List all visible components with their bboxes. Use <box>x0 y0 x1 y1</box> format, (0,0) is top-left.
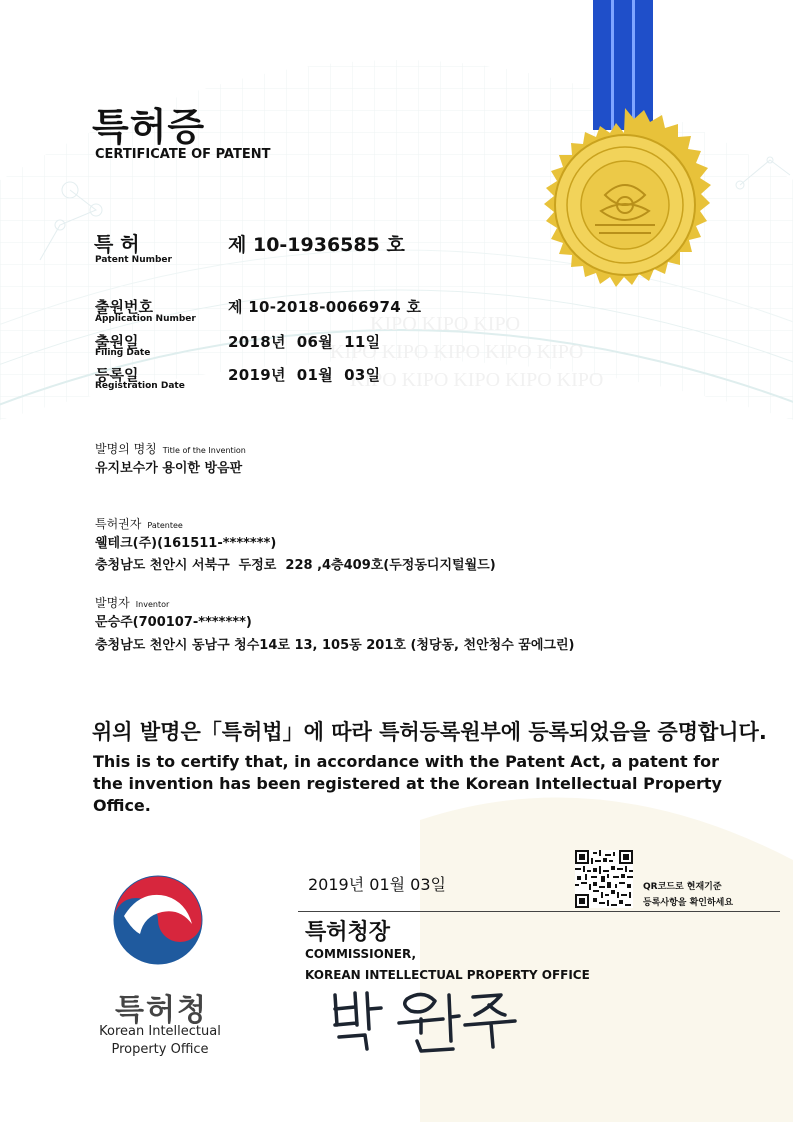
patentee-name: 웰테크(주)(161511-*******) <box>95 536 277 551</box>
patentee-label-en: Patentee <box>147 521 183 530</box>
invention-label-ko: 발명의 명칭 <box>95 442 157 456</box>
inventor-address: 충청남도 천안시 동남구 청수14로 13, 105동 201호 (청당동, 천안청수 꿈에그린) <box>95 638 575 653</box>
certificate-title-ko: 특허증 <box>92 105 206 149</box>
qr-note-line1: QR코드로 현재기준 <box>643 882 722 892</box>
signature-divider <box>298 911 780 912</box>
svg-text:KIPO KIPO KIPO: KIPO KIPO KIPO <box>370 313 521 335</box>
invention-section-label <box>95 438 246 457</box>
kipo-logo-icon <box>110 872 206 968</box>
patentee-address: 충청남도 천안시 서북구 두정로 228 ,4층409호(두정동디지털월드) <box>95 558 496 573</box>
commissioner-signature <box>325 985 525 1055</box>
registration-date-label-en: Registration Date <box>95 381 185 391</box>
inventor-label-ko: 발명자 <box>95 596 130 610</box>
kipo-name-en <box>80 1023 240 1059</box>
registration-date-label-ko: 등록일 <box>95 366 139 384</box>
commissioner-title-en <box>305 944 590 986</box>
inventor-name: 문승주(700107-*******) <box>95 615 252 630</box>
kipo-name-ko: 특허청 <box>115 993 208 1028</box>
issue-date: 2019년 01월 03일 <box>308 875 446 894</box>
commissioner-title-en-line1: COMMISSIONER, <box>305 947 417 961</box>
certification-statement-ko: 위의 발명은「특허법」에 따라 특허등록원부에 등록되었음을 증명합니다. <box>92 720 767 744</box>
inventor-section-label <box>95 592 169 611</box>
kipo-name-en-line2: Property Office <box>111 1042 209 1057</box>
patent-number-value: 제 10-1936585 호 <box>228 234 405 256</box>
registration-date-value: 2019년 01월 03일 <box>228 366 381 384</box>
patentee-section-label <box>95 513 183 532</box>
certificate-title-en: CERTIFICATE OF PATENT <box>95 147 271 162</box>
patentee-label-ko: 특허권자 <box>95 517 142 531</box>
invention-title-value: 유지보수가 용이한 방음판 <box>95 461 243 476</box>
qr-note <box>643 879 733 911</box>
filing-date-label-ko: 출원일 <box>95 333 139 351</box>
qr-note-line2: 등록사항을 확인하세요 <box>643 898 734 908</box>
qr-code-icon[interactable] <box>575 850 633 908</box>
invention-label-en: Title of the Invention <box>162 446 246 455</box>
filing-date-label-en: Filing Date <box>95 348 151 358</box>
patent-number-label-en: Patent Number <box>95 255 172 265</box>
inventor-label-en: Inventor <box>135 600 170 609</box>
commissioner-title-en-line2: KOREAN INTELLECTUAL PROPERTY OFFICE <box>305 968 590 982</box>
commissioner-title-ko: 특허청장 <box>305 920 391 945</box>
svg-text:KIPO KIPO KIPO KIPO KIPO: KIPO KIPO KIPO KIPO KIPO <box>350 369 604 391</box>
patent-number-label-ko: 특 허 <box>94 232 140 256</box>
certification-statement-en: This is to certify that, in accordance with the Patent Act, a patent for the invention has been registered at the Korean Intellectual Property Office. <box>93 752 722 815</box>
application-number-label-en: Application Number <box>95 314 196 324</box>
svg-text:KIPO KIPO KIPO KIPO KIPO: KIPO KIPO KIPO KIPO KIPO <box>330 341 584 363</box>
application-number-label-ko: 출원번호 <box>95 298 153 316</box>
gold-seal-icon <box>527 107 723 303</box>
kipo-name-en-line1: Korean Intellectual <box>99 1024 221 1039</box>
application-number-value: 제 10-2018-0066974 호 <box>228 298 422 316</box>
filing-date-value: 2018년 06월 11일 <box>228 333 381 351</box>
